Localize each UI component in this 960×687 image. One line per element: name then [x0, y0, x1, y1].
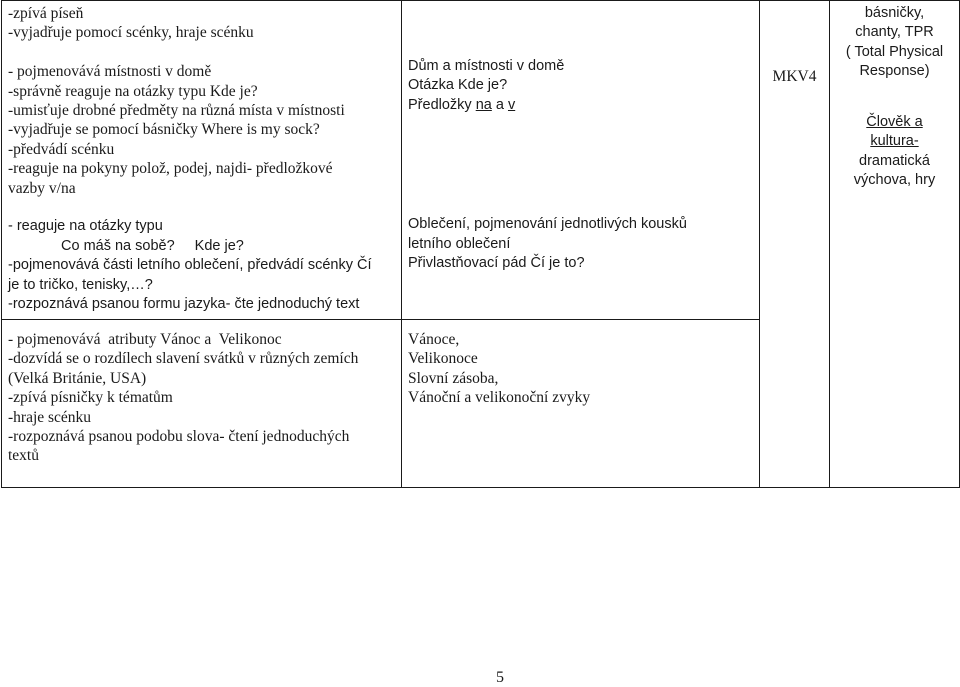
topics-cell [402, 320, 760, 488]
question-text: Kde je? [194, 237, 244, 254]
outcome-line: - reaguje na otázky typu [8, 218, 163, 235]
topic-line: Vánoční a velikonoční zvyky [408, 389, 591, 407]
question-text: Co máš na sobě? [61, 237, 175, 254]
outcomes-cell [2, 1, 402, 320]
outcome-line: -reaguje na pokyny polož, podej, najdi- předložkové [8, 160, 333, 178]
topic-line: Oblečení, pojmenování jednotlivých kousků [408, 216, 687, 233]
outcome-line: -vyjadřuje pomocí scénky, hraje scénku [8, 24, 254, 42]
topic-text: Předložky [408, 96, 476, 113]
topic-line: Vánoce, [408, 331, 460, 348]
subject-link: kultura- [870, 133, 919, 150]
outcome-line: -vyjadřuje se pomocí básničky Where is my sock? [8, 121, 320, 139]
method-line: výchova, hry [853, 172, 936, 189]
outcome-line: -hraje scénku [8, 408, 92, 426]
outcome-line: je to tričko, tenisky,…? [8, 276, 153, 293]
mkv-code: MKV4 [772, 68, 817, 85]
outcome-line: - pojmenovává místnosti v domě [8, 63, 212, 81]
topic-line: letního oblečení [408, 235, 511, 252]
method-line: Response) [859, 63, 930, 80]
outcome-line: -správně reaguje na otázky typu Kde je? [8, 82, 258, 100]
outcome-line: -zpívá písničky k tématům [8, 389, 173, 407]
outcome-line: -dozvídá se o rozdílech slavení svátků v různých zemích [8, 350, 359, 368]
topic-line: Velikonoce [408, 350, 478, 368]
preposition-na: na [475, 96, 492, 113]
topic-text: a [491, 96, 508, 113]
topic-line: Slovní zásoba, [408, 369, 499, 387]
methods-cell [830, 1, 960, 488]
table-row [2, 1, 960, 320]
outcome-line: vazby v/na [8, 179, 76, 197]
outcome-line: textů [8, 447, 39, 465]
topic-line: Dům a místnosti v domě [408, 58, 565, 74]
outcome-line: -pojmenovává části letního oblečení, předvádí scénky Čí [8, 257, 372, 274]
method-line: básničky, [864, 5, 925, 21]
crosscurricular-cell [760, 1, 830, 488]
outcomes-cell [2, 320, 402, 488]
curriculum-table [1, 0, 960, 488]
method-line: dramatická [859, 152, 930, 169]
method-line: chanty, TPR [855, 24, 934, 41]
topic-line [408, 96, 753, 115]
outcome-line: - pojmenovává atributy Vánoc a Velikonoc [8, 331, 282, 348]
outcome-line [8, 237, 395, 256]
outcome-line: -zpívá píseň [8, 5, 84, 22]
preposition-v: v [507, 96, 516, 113]
topics-cell [402, 1, 760, 320]
outcome-line: -předvádí scénku [8, 140, 115, 158]
topic-line: Přivlastňovací pád Čí je to? [408, 255, 585, 272]
page-number: 5 [496, 669, 504, 686]
outcome-line: -rozpoznává psanou podobu slova- čtení jednoduchých [8, 428, 350, 446]
subject-link: Člověk a [866, 114, 923, 131]
topic-line: Otázka Kde je? [408, 77, 508, 94]
outcome-line: (Velká Británie, USA) [8, 369, 147, 387]
outcome-line: -umisťuje drobné předměty na různá místa v místnosti [8, 102, 345, 120]
method-line: ( Total Physical [845, 43, 944, 60]
outcome-line: -rozpoznává psanou formu jazyka- čte jednoduchý text [8, 296, 360, 313]
